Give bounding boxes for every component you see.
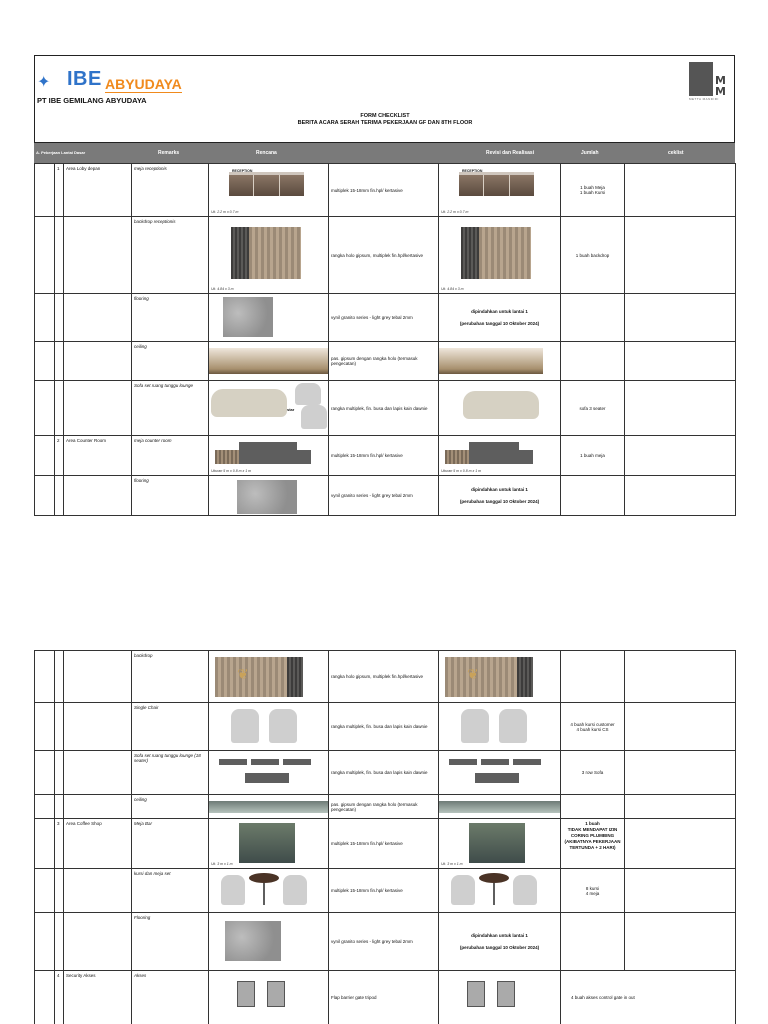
checklist-cell[interactable] [625, 164, 736, 217]
form-title-line-2: BERITA ACARA SERAH TERIMA PEKERJAAN GF DAN 8TH FLOOR [297, 120, 473, 126]
mm-letter-2: M [715, 85, 726, 98]
revision-image-cell [439, 381, 561, 436]
quantity-cell: 8 kursi 4 meja [561, 869, 625, 913]
quantity-cell: 4 buah kursi customer 4 buah kursi CS [561, 703, 625, 751]
mm-logo [689, 62, 729, 102]
plan-image-cell [209, 164, 329, 217]
spec-cell: pas. gipsum dengan rangka holo (termasuk pengecatan) [329, 342, 439, 381]
spec-cell: multiplek 15-18mm fin.hpl/ kertasive [329, 869, 439, 913]
cafe-table-leg [263, 883, 265, 905]
row-area: Area Coffee Shop [64, 819, 132, 869]
plan-image-cell [209, 294, 329, 342]
single-chair-render [269, 709, 297, 743]
revision-image-cell [439, 217, 561, 294]
sofa-row-render [251, 759, 279, 765]
row-gutter [35, 751, 55, 795]
plan-image-cell [209, 217, 329, 294]
desk-panel-line [279, 175, 280, 196]
counter-wood-render [215, 450, 241, 464]
reception-sign: RECEPTION [462, 169, 483, 173]
logo-abyudaya-text: ABYUDAYA [105, 76, 182, 92]
sofa-row-render [449, 759, 477, 765]
backdrop-dark-panel [231, 227, 249, 279]
row-number [55, 294, 64, 342]
col-rencana: Rencana [256, 150, 277, 156]
row-number [55, 913, 64, 971]
row-gutter [35, 869, 55, 913]
row-remark: backdrop [132, 651, 209, 703]
checklist-cell[interactable] [625, 751, 736, 795]
revision-image-cell [439, 436, 561, 476]
row-number [55, 795, 64, 819]
row-number: 4 [55, 971, 64, 1024]
checklist-cell[interactable] [625, 294, 736, 342]
row-gutter [35, 913, 55, 971]
mm-logo-block [689, 62, 713, 96]
checklist-cell[interactable] [625, 913, 736, 971]
revision-image-cell [439, 164, 561, 217]
row-gutter [35, 819, 55, 869]
sofa-row-render [513, 759, 541, 765]
checklist-cell[interactable] [625, 703, 736, 751]
revision-image-cell [439, 869, 561, 913]
row-area [64, 217, 132, 294]
row-remark: Single Chair [132, 703, 209, 751]
counter-end-render [519, 450, 533, 464]
checklist-cell[interactable] [625, 342, 736, 381]
sofa-row-render [283, 759, 311, 765]
document-header [34, 55, 735, 143]
table-row [35, 381, 736, 436]
spec-cell: rangka multiplek, fin. busa dan lapis kain dawnie [329, 751, 439, 795]
flap-gate-render [497, 981, 515, 1007]
revision-note: dipindahkan untuk lantai 1 (perubahan tanggal 10 Oktober 2024) [439, 294, 561, 342]
quantity-cell: 1 buah backdrop [561, 217, 625, 294]
desk-panel-line [253, 175, 254, 196]
ceiling-render [439, 348, 543, 374]
cafe-chair-render [513, 875, 537, 905]
row-number: 3 [55, 819, 64, 869]
checklist-cell[interactable] [625, 795, 736, 819]
checklist-cell[interactable] [625, 819, 736, 869]
single-chair-render [461, 709, 489, 743]
granite-floor-sample [225, 921, 281, 961]
row-remark: Sofa set ruang tunggu lounge (18 seater) [132, 751, 209, 795]
row-number: 1 [55, 164, 64, 217]
wing-logo-icon: ❦ [467, 667, 479, 683]
spec-cell: rangka holo gipsum, multiplek fin.hpl/kertasive [329, 651, 439, 703]
counter-render [239, 442, 297, 464]
revision-note: dipindahkan untuk lantai 1 (perubahan tanggal 10 Oktober 2024) [439, 476, 561, 516]
table-row [35, 164, 736, 217]
ibe-star-icon: ✦ [37, 72, 51, 91]
row-gutter [35, 342, 55, 381]
row-area [64, 342, 132, 381]
coffee-bar-render [469, 823, 525, 863]
row-area [64, 869, 132, 913]
row-area [64, 913, 132, 971]
row-number [55, 217, 64, 294]
checklist-cell[interactable] [625, 217, 736, 294]
cafe-table-render [249, 873, 279, 883]
table-row [35, 751, 736, 795]
revision-image-cell [439, 751, 561, 795]
flap-gate-render [237, 981, 255, 1007]
quantity-cell: 1 buah TIDAK MENDAPAT IZIN CORING PLUMBING (AKIBATNYA PEKERJAAN TERTUNDA + 2 HARI) [561, 819, 625, 869]
row-remark: ceiling [132, 795, 209, 819]
table-row [35, 436, 736, 476]
wing-logo-icon: ❦ [237, 667, 249, 683]
row-number [55, 342, 64, 381]
table-row [35, 795, 736, 819]
spec-cell: multiplek 15-18mm fin.hpl/ kertasive [329, 164, 439, 217]
sofa-row-render [245, 773, 289, 783]
col-revisi: Revisi dan Realisasi [486, 150, 535, 156]
checklist-cell[interactable] [625, 869, 736, 913]
revision-dimension: Uk. 4.84 x 3 m [441, 287, 464, 291]
plan-image-cell [209, 381, 329, 436]
form-title [235, 113, 535, 127]
row-gutter [35, 703, 55, 751]
spec-cell: rangka holo gipsum, multiplek fin.hpl/kertasive [329, 217, 439, 294]
plan-image-cell [209, 795, 329, 819]
backdrop-render [461, 227, 531, 279]
row-area [64, 795, 132, 819]
table-row [35, 819, 736, 869]
granite-floor-sample [237, 480, 297, 514]
star-label: star [287, 407, 295, 412]
counter-wood-render [445, 450, 471, 464]
row-number [55, 869, 64, 913]
backdrop-render [215, 657, 287, 697]
checklist-table-2 [34, 650, 736, 1024]
row-area [64, 651, 132, 703]
table-row [35, 294, 736, 342]
quantity-cell: 4 buah akses control gate in out [561, 971, 736, 1024]
ceiling-render [209, 348, 329, 374]
sofa-render [463, 391, 539, 419]
plan-image-cell [209, 703, 329, 751]
row-gutter [35, 476, 55, 516]
plan-image-cell [209, 651, 329, 703]
sofa-row-render [475, 773, 519, 783]
flap-gate-render [467, 981, 485, 1007]
row-area [64, 476, 132, 516]
plan-image-cell [209, 971, 329, 1024]
quantity-cell [561, 342, 625, 381]
row-area [64, 381, 132, 436]
revision-image-cell [439, 971, 561, 1024]
row-gutter [35, 217, 55, 294]
checklist-cell[interactable] [625, 381, 736, 436]
row-area: Area Loby depan [64, 164, 132, 217]
cafe-chair-render [221, 875, 245, 905]
single-chair-render [499, 709, 527, 743]
reception-sign: RECEPTION [232, 169, 253, 173]
row-gutter [35, 651, 55, 703]
plan-image-cell [209, 819, 329, 869]
spec-cell: rangka multiplek, fin. busa dan lapis kain dawnie [329, 381, 439, 436]
quantity-cell [561, 651, 625, 703]
row-remark: backdrop receptionis [132, 217, 209, 294]
cafe-table-render [479, 873, 509, 883]
spec-cell: vynil granito series - light grey tebal 2mm [329, 913, 439, 971]
revision-note: dipindahkan untuk lantai 1 (perubahan tanggal 10 Oktober 2024) [439, 913, 561, 971]
spec-cell: rangka multiplek, fin. busa dan lapis kain dawnie [329, 703, 439, 751]
plan-image-cell [209, 342, 329, 381]
company-name: PT IBE GEMILANG ABYUDAYA [37, 96, 147, 105]
row-gutter [35, 795, 55, 819]
table-row [35, 217, 736, 294]
ceiling-render [209, 801, 329, 813]
counter-end-render [297, 450, 311, 464]
row-remark: Akses [132, 971, 209, 1024]
row-remark: meja counter room [132, 436, 209, 476]
logo-ibe-text: IBE [67, 68, 102, 90]
row-gutter [35, 294, 55, 342]
row-number [55, 476, 64, 516]
row-remark: Sofa set ruang tunggu lounge [132, 381, 209, 436]
row-remark: Meja Bar [132, 819, 209, 869]
spec-cell: multiplek 15-18mm fin.hpl/ kertasive [329, 436, 439, 476]
backdrop-dark-panel [287, 657, 303, 697]
revision-image-cell [439, 703, 561, 751]
revision-image-cell [439, 795, 561, 819]
revision-image-cell [439, 819, 561, 869]
plan-image-cell [209, 869, 329, 913]
row-area: Security Akses [64, 971, 132, 1024]
quantity-cell: 1 buah meja [561, 436, 625, 476]
flap-gate-render [267, 981, 285, 1007]
row-gutter [35, 436, 55, 476]
row-area [64, 751, 132, 795]
row-number [55, 703, 64, 751]
plan-dimension: Ukuran 5 m x 0.8 m x 1 m [211, 469, 252, 473]
table-row [35, 703, 736, 751]
checklist-cell[interactable] [625, 476, 736, 516]
sofa-render [211, 389, 287, 417]
desk-panel-line [509, 175, 510, 196]
backdrop-render [445, 657, 517, 697]
row-number: 2 [55, 436, 64, 476]
revision-dimension: Uk. 3 m x 1 m [441, 862, 463, 866]
reception-desk-render [229, 169, 304, 196]
col-jumlah: Jumlah [581, 150, 599, 156]
plan-image-cell [209, 436, 329, 476]
spec-cell: Flap barrier gate tripod [329, 971, 439, 1024]
granite-floor-sample [223, 297, 273, 337]
cafe-chair-render [451, 875, 475, 905]
quantity-cell: 1 buah Meja 1 buah Kursi [561, 164, 625, 217]
table-row [35, 342, 736, 381]
checklist-page-1 [34, 55, 735, 515]
lounge-chair-render [295, 383, 321, 405]
plan-image-cell [209, 751, 329, 795]
plan-dimension: Uk. 4.84 x 3 m [211, 287, 234, 291]
single-chair-render [231, 709, 259, 743]
row-gutter [35, 381, 55, 436]
plan-dimension: Uk. 3 m x 1 m [211, 862, 233, 866]
col-section: A. Pekerjaan Lantai Dasar [36, 150, 86, 155]
table-row [35, 913, 736, 971]
row-area [64, 294, 132, 342]
sofa-row-render [481, 759, 509, 765]
form-title-line-1: FORM CHECKLIST [360, 113, 410, 119]
lounge-chair-render [301, 405, 327, 429]
sofa-row-render [219, 759, 247, 765]
quantity-cell [561, 294, 625, 342]
quantity-cell [561, 476, 625, 516]
cafe-chair-render [283, 875, 307, 905]
table-row [35, 869, 736, 913]
row-remark: ceiling [132, 342, 209, 381]
row-area: Area Counter Room [64, 436, 132, 476]
revision-image-cell [439, 342, 561, 381]
spec-cell: vynil granito series - light grey tebal 2mm [329, 476, 439, 516]
table-header-bar [34, 143, 735, 163]
quantity-cell: sofa 3 seater [561, 381, 625, 436]
row-number [55, 751, 64, 795]
coffee-bar-render [239, 823, 295, 863]
spec-cell: pas. gipsum dengan rangka holo (termasuk pengecatan) [329, 795, 439, 819]
cafe-table-leg [493, 883, 495, 905]
quantity-cell [561, 913, 625, 971]
quantity-cell [561, 795, 625, 819]
backdrop-dark-panel [517, 657, 533, 697]
ceiling-render [439, 801, 561, 813]
row-number [55, 651, 64, 703]
row-remark: flooring [132, 294, 209, 342]
row-gutter [35, 971, 55, 1024]
backdrop-render [231, 227, 301, 279]
row-remark: flooring [132, 476, 209, 516]
desk-panel-line [483, 175, 484, 196]
spec-cell: vynil granito series - light grey tebal 2mm [329, 294, 439, 342]
table-row [35, 651, 736, 703]
revision-dimension: Ukuran 5 m x 0.8 m x 1 m [441, 469, 482, 473]
table-row [35, 971, 736, 1024]
checklist-table-1 [34, 163, 736, 516]
col-ceklist: ceklist [668, 150, 684, 156]
mm-subtitle: METTA MANDIRI [689, 97, 719, 101]
row-gutter [35, 164, 55, 217]
plan-dimension: Uk. 2.2 m x 0.7 m [211, 210, 239, 214]
counter-render [469, 442, 519, 464]
row-remark: kursi dan meja set [132, 869, 209, 913]
row-remark: meja receptionis [132, 164, 209, 217]
col-remarks: Remarks [158, 150, 180, 156]
checklist-cell[interactable] [625, 436, 736, 476]
row-remark: Flooring [132, 913, 209, 971]
revision-image-cell [439, 651, 561, 703]
mm-letter-1: M [715, 74, 726, 87]
revision-dimension: Uk. 2.2 m x 0.7 m [441, 210, 469, 214]
backdrop-dark-panel [461, 227, 479, 279]
plan-image-cell [209, 913, 329, 971]
row-number [55, 381, 64, 436]
reception-desk-render [459, 169, 534, 196]
table-row [35, 476, 736, 516]
spec-cell: multiplek 15-18mm fin.hpl/ kertasive [329, 819, 439, 869]
row-area [64, 703, 132, 751]
plan-image-cell [209, 476, 329, 516]
checklist-cell[interactable] [625, 651, 736, 703]
quantity-cell: 3 row Sofa [561, 751, 625, 795]
